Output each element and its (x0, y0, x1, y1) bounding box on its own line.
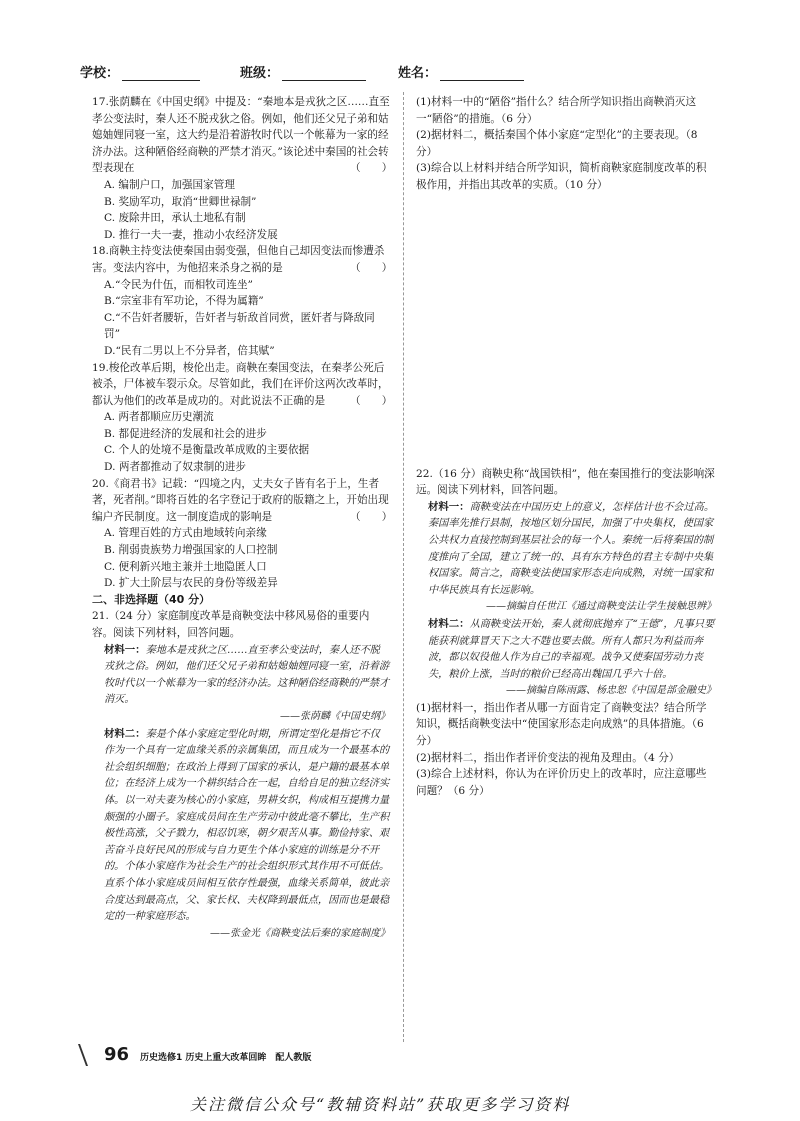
page-footer (82, 1044, 422, 1068)
school-blank[interactable] (122, 66, 200, 81)
question-21 (92, 608, 390, 942)
q18-answer-paren[interactable]: （ ） (350, 261, 393, 274)
q19-option-d: D. 两者都推动了奴隶制的进步 (104, 461, 246, 474)
q22-subquestion-2: (2)据材料二，指出作者评价变法的视角及理由。（4 分） (416, 751, 680, 764)
question-18 (92, 243, 393, 359)
left-column (92, 94, 393, 942)
q20-option-a: A. 管理百姓的方式由地域转向亲缘 (104, 527, 267, 540)
q21-material-1-source: ——张荫麟《中国史纲》 (280, 710, 390, 722)
name-blank[interactable] (440, 66, 524, 81)
q22-material-1-label: 材料一： (428, 500, 470, 513)
q22-material-2-source: ——摘编自陈雨露、杨忠恕《中国是部金融史》 (506, 685, 716, 697)
q22-material-2-text: 从商鞅变法开始，秦人就彻底抛弃了“王德”，凡事只要能获利就算冒天下之大不韪也要去做。所有人都只为利益而奔波，都以奴役他人作为自己的幸福观。战争又使秦国劳动力丧失，粮价上涨，当时的粮价已经高出魏国几乎六十倍。 (428, 618, 715, 680)
footer-book-title: 历史选修1 历史上重大改革回眸 配人教版 (140, 1053, 312, 1063)
q17-option-b: B. 奖励军功，取消“世卿世禄制” (104, 195, 257, 208)
q21-material-2-source: ——张金光《商鞅变法后秦的家庭制度》 (210, 927, 390, 939)
q21-stem: 21.（24 分）家庭制度改革是商鞅变法中移风易俗的重要内容。阅读下列材料，回答问题。 (92, 610, 370, 639)
q17-stem: 17.张荫麟在《中国史纲》中提及：“秦地本是戎狄之区……直至孝公变法时，秦人还不脱戎狄之俗。例如，他们还父兄子弟和姑媳妯娌同寝一室，这大约是沿着游牧时代以一个帐幕为一家的经济办法。这种陋俗经商鞅的严禁才消灭。”该论述中秦国的社会转型表现在 （ ） (92, 94, 390, 177)
q17-answer-paren[interactable]: （ ） (350, 162, 393, 175)
school-field (80, 62, 200, 81)
q18-stem: 18.商鞅主持变法使秦国由弱变强，但他自己却因变法而惨遭杀害。变法内容中，为他招来杀身之祸的是 （ ） (92, 243, 390, 276)
q20-answer-paren[interactable]: （ ） (350, 510, 393, 523)
q22-subquestion-1: (1)据材料一，指出作者从哪一方面肯定了商鞅变法？结合所学知识，概括商鞅变法中“使国家形态走向成熟”的具体措施。（6 分） (416, 701, 707, 748)
student-info-header (80, 62, 640, 84)
q17-option-c: C. 废除井田，承认土地私有制 (104, 212, 246, 225)
q19-option-b: B. 都促进经济的发展和社会的进步 (104, 427, 267, 440)
q21-material-2 (92, 726, 390, 926)
class-blank[interactable] (282, 66, 366, 81)
q21-subquestion-3: (3)综合以上材料并结合所学知识，简析商鞅家庭制度改革的积极作用，并指出其改革的实质。（10 分） (416, 162, 707, 191)
q18-option-d: D.“民有二男以上不分异者，倍其赋” (104, 344, 275, 357)
q19-option-a: A. 两者都顺应历史潮流 (104, 411, 214, 424)
footer-slash-mark (78, 1044, 100, 1066)
q22-material-2 (416, 616, 716, 683)
q22-material-1-text: 商鞅变法在中国历史上的意义，怎样估计也不会过高。秦国率先推行县制，按地区划分国民，加强了中央集权，使国家公共权力直接控制到基层社会的每一个人。秦统一后将秦国的制度推向了全国，建立了统一的、具有东方特色的君主专制中央集权国家。简言之，商鞅变法使国家形态走向成熟，对统一国家和中华民族具有长远影响。 (428, 501, 715, 596)
q20-option-b: B. 削弱贵族势力增强国家的人口控制 (104, 544, 278, 557)
q22-material-2-label: 材料二： (428, 617, 470, 630)
q21-subquestion-1: (1)材料一中的“陋俗”指什么？结合所学知识指出商鞅消灭这一“陋俗”的措施。（6 分） (416, 96, 697, 125)
q22-stem: 22.（16 分）商鞅史称“战国铁相”，他在秦国推行的变法影响深远。阅读下列材料，回答问题。 (416, 467, 715, 497)
q20-option-c: C. 便利新兴地主兼并土地隐匿人口 (104, 560, 267, 573)
q22-material-1-source: ——摘编自任世江《通过商鞅变法让学生接触思辨》 (486, 601, 716, 613)
column-divider (403, 92, 404, 1042)
q18-option-a: A.“令民为什伍，而相牧司连坐” (104, 278, 253, 291)
q22-material-1 (416, 499, 716, 600)
q19-stem: 19.梭伦改革后期，梭伦出走。商鞅在秦国变法，在秦孝公死后被杀，尸体被车裂示众。尽管如此，我们在评价这两次改革时，都认为他们的改革是成功的。对此说法不正确的是 （ ） (92, 360, 390, 410)
question-17 (92, 94, 393, 243)
q21-material-1-text: 秦地本是戎狄之区……直至孝公变法时，秦人还不脱戎狄之俗。例如，他们还父兄子弟和姑媳妯娌同寝一室，沿着游牧时代以一个帐幕为一家的经济办法。这种陋俗经商鞅的严禁才消灭。 (104, 644, 390, 706)
q19-answer-paren[interactable]: （ ） (350, 394, 393, 407)
name-field (398, 62, 524, 81)
watermark-banner: 关注微信公众号“教辅资料站”获取更多学习资料 (190, 1095, 571, 1114)
question-19 (92, 360, 393, 476)
q21-subquestion-2: (2)据材料二，概括秦国个体小家庭“定型化”的主要表现。（8 分） (416, 129, 698, 158)
page-number: 96 (104, 1044, 130, 1065)
q22-subquestion-3: (3)综合上述材料，你认为在评价历史上的改革时，应注意哪些问题？（6 分） (416, 768, 707, 797)
q17-option-a: A. 编制户口，加强国家管理 (104, 178, 235, 191)
school-label: 学校： (80, 66, 120, 81)
q21-material-1 (92, 642, 390, 709)
q21-material-2-text: 秦是个体小家庭定型化时期，所谓定型化是指它不仅作为一个具有一定血缘关系的亲属集团，而且成为一个最基本的社会组织细胞；在政治上得到了国家的承认，是户籍的最基本单位；在经济上成为一个耕织结合在一起，自给自足的独立经济实体。以一对夫妻为核心的小家庭，男耕女织，构成相互提携力量颇强的小圈子。家庭成员间在生产劳动中彼此毫不攀比，生产积极性高涨，父子戮力，相忍饥寒，朝夕艰苦从事。勤俭持家、艰苦奋斗良好民风的形成与自力更生个体小家庭的训练是分不开的。个体小家庭作为社会生产的社会组织形式其作用不可低估。直系个体小家庭成员间相互依存性最强，血缘关系简单，彼此亲合度达到最高点，父、家长权、夫权降到最低点，因而也是最稳定的一种家庭形态。 (104, 728, 390, 923)
q19-option-c: C. 个人的处境不是衡量改革成败的主要依据 (104, 444, 310, 457)
q17-option-d: D. 推行一夫一妻，推动小农经济发展 (104, 228, 278, 241)
question-22 (416, 466, 716, 800)
q21-answer-space[interactable] (416, 194, 716, 466)
q18-option-c: C.“不告奸者腰斩，告奸者与斩敌首同赏，匿奸者与降敌同罚” (104, 311, 375, 341)
q20-stem: 20.《商君书》记载：“四境之内，丈夫女子皆有名于上，生者著，死者削。”即将百姓的名字登记于政府的版籍之上，开始出现编户齐民制度。这一制度造成的影响是 （ ） (92, 476, 390, 526)
q20-option-d: D. 扩大土阶层与农民的身份等级差异 (104, 577, 278, 590)
q21-material-1-label: 材料一： (104, 643, 146, 656)
name-label: 姓名： (398, 66, 438, 81)
section-heading-nonchoice: 二、非选择题（40 分） (92, 592, 211, 606)
q21-material-2-label: 材料二： (104, 727, 146, 740)
class-field (240, 62, 366, 81)
question-20 (92, 476, 393, 592)
q18-option-b: B.“宗室非有军功论，不得为属籍” (104, 295, 264, 308)
class-label: 班级： (240, 66, 280, 81)
right-column (416, 94, 716, 799)
